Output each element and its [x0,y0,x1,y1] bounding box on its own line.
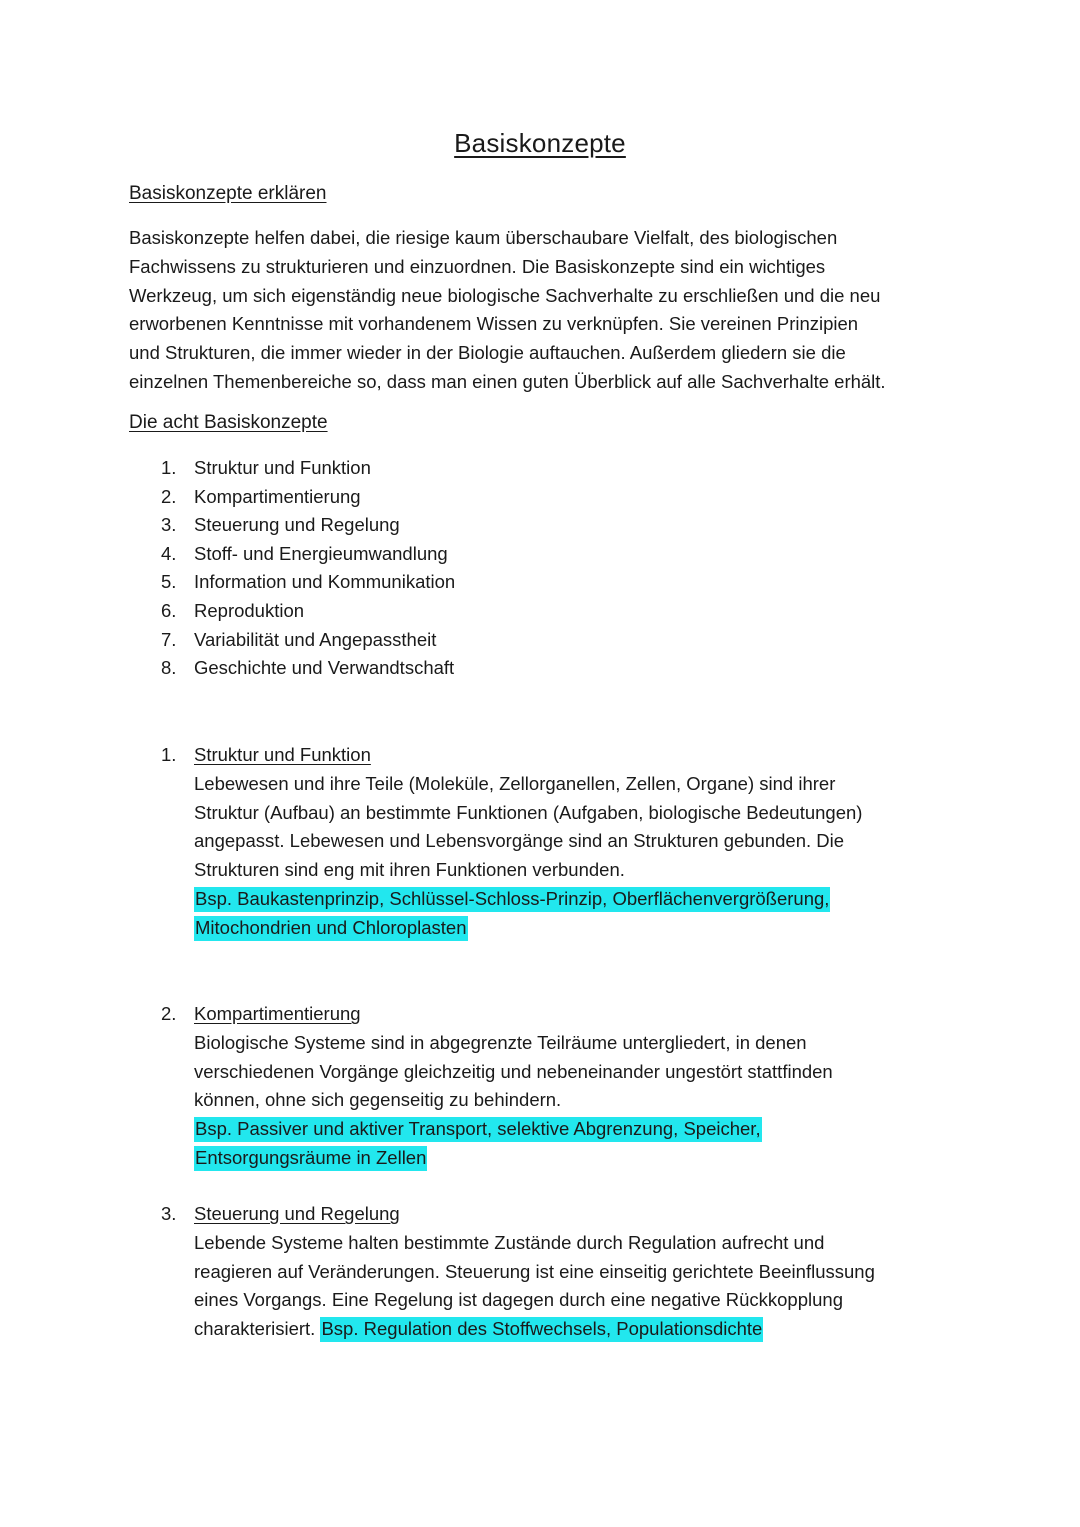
example-highlight: Entsorgungsräume in Zellen [194,1146,427,1171]
list-text: Stoff- und Energieumwandlung [194,542,448,564]
list-number: 2. [161,485,177,507]
list-number: 8. [161,657,177,679]
list-number: 1. [161,457,177,478]
section-body [194,1229,954,1344]
section-title: Steuerung und Regelung [194,1203,400,1224]
section-line: charakterisiert. [194,1318,316,1340]
intro-line: Basiskonzepte helfen dabei, die riesige kaum überschaubare Vielfalt, des biologischen [129,227,838,248]
intro-line: erworbenen Kenntnisse mit vorhandenem Wissen zu verknüpfen. Sie vereinen Prinzipien [129,313,859,335]
page-title: Basiskonzepte [454,128,626,158]
intro-line: Fachwissens zu strukturieren und einzuordnen. Die Basiskonzepte sind ein wichtiges [129,255,826,277]
intro-paragraph [129,224,959,397]
section-line: Lebende Systeme halten bestimmte Zustände durch Regulation aufrecht und [194,1231,825,1253]
list-number: 3. [161,514,177,536]
list-number: 4. [161,542,177,564]
list-text: Steuerung und Regelung [194,514,400,536]
section-line: reagieren auf Veränderungen. Steuerung ist eine einseitig gerichtete Beeinflussung [194,1260,875,1282]
example-highlight: Bsp. Baukastenprinzip, Schlüssel-Schloss-Prinzip, Oberflächenvergrößerung, [194,887,830,912]
list-text: Reproduktion [194,599,305,621]
intro-line: Werkzeug, um sich eigenständig neue biologische Sachverhalte zu erschließen und die neu [129,284,881,306]
section-line: eines Vorgangs. Eine Regelung ist dagegen durch eine negative Rückkopplung [194,1289,843,1311]
list-number: 5. [161,571,177,593]
list-text: Variabilität und Angepasstheit [194,628,437,650]
section-body [194,770,954,943]
section-title: Kompartimentierung [194,1003,361,1024]
list-text: Kompartimentierung [194,485,361,507]
intro-line: und Strukturen, die immer wieder in der Biologie auftauchen. Außerdem gliedern sie die [129,342,846,364]
section-number: 1. [161,744,177,765]
section-line: Lebewesen und ihre Teile (Moleküle, Zellorganellen, Zellen, Organe) sind ihrer [194,772,836,794]
section-line: Biologische Systeme sind in abgegrenzte Teilräume untergliedert, in denen [194,1031,807,1053]
section-number: 3. [161,1203,177,1224]
list-number: 6. [161,599,177,621]
overview-heading: Die acht Basiskonzepte [129,412,328,433]
section-line: verschiedenen Vorgänge gleichzeitig und nebeneinander ungestört stattfinden [194,1060,833,1082]
list-text: Geschichte und Verwandtschaft [194,657,455,679]
section-line: können, ohne sich gegenseitig zu behindern. [194,1089,562,1111]
example-highlight: Bsp. Passiver und aktiver Transport, selektive Abgrenzung, Speicher, [194,1117,762,1142]
section-line: Struktur (Aufbau) an bestimmte Funktionen (Aufgaben, biologische Bedeutungen) [194,801,863,823]
section-body [194,1029,954,1173]
list-text: Information und Kommunikation [194,571,456,593]
list-number: 7. [161,628,177,650]
section-line: Strukturen sind eng mit ihren Funktionen verbunden. [194,859,625,881]
intro-line: einzelnen Themenbereiche so, dass man einen guten Überblick auf alle Sachverhalte erhält. [129,370,886,392]
section-line: angepasst. Lebewesen und Lebensvorgänge sind an Strukturen gebunden. Die [194,830,845,852]
example-highlight: Mitochondrien und Chloroplasten [194,916,468,941]
section-title: Struktur und Funktion [194,744,371,765]
list-text: Struktur und Funktion [194,457,371,478]
section-number: 2. [161,1003,177,1024]
intro-heading: Basiskonzepte erklären [129,183,327,204]
example-highlight: Bsp. Regulation des Stoffwechsels, Populationsdichte [320,1317,763,1342]
